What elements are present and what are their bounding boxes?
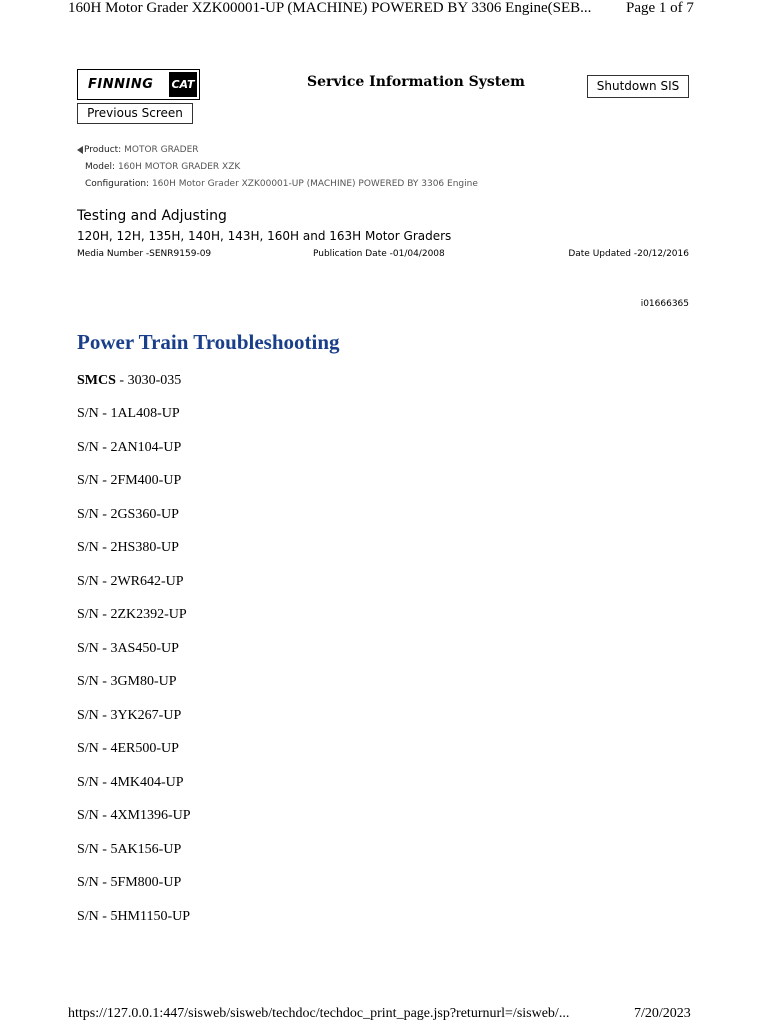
serial-number-item: S/N - 5HM1150-UP <box>77 908 191 924</box>
model-label: Model: <box>85 162 116 172</box>
model-value: 160H MOTOR GRADER XZK <box>117 162 241 172</box>
back-arrow-icon[interactable] <box>77 146 83 154</box>
print-header <box>0 0 768 20</box>
product-value: MOTOR GRADER <box>124 145 199 155</box>
breadcrumb-product[interactable] <box>77 145 199 155</box>
date-updated: Date Updated -20/12/2016 <box>568 249 689 259</box>
media-number: Media Number -SENR9159-09 <box>77 249 212 259</box>
finning-cat-logo <box>77 69 200 100</box>
serial-number-item: S/N - 3GM80-UP <box>77 674 177 689</box>
print-footer-url: https://127.0.0.1:447/sisweb/sisweb/techdoc/techdoc_print_page.jsp?returnurl=/sisweb/... <box>68 1006 570 1021</box>
page-title: Power Train Troubleshooting <box>77 330 340 354</box>
serial-number-list <box>77 406 191 942</box>
print-page-number: Page 1 of 7 <box>626 0 694 16</box>
smcs-line <box>77 373 181 389</box>
smcs-value: - 3030-035 <box>115 373 182 388</box>
serial-number-item: S/N - 5FM800-UP <box>77 875 182 890</box>
serial-number-item: S/N - 2ZK2392-UP <box>77 607 187 622</box>
shutdown-sis-button[interactable]: Shutdown SIS <box>587 75 689 98</box>
logo-finning-text: FINNING <box>88 77 154 92</box>
document-models: 120H, 12H, 135H, 140H, 143H, 160H and 163H Motor Graders <box>77 229 452 243</box>
serial-number-item: S/N - 5AK156-UP <box>77 841 182 857</box>
smcs-label: SMCS <box>77 373 116 388</box>
serial-number-item: S/N - 3YK267-UP <box>77 707 182 723</box>
serial-number-item: S/N - 4XM1396-UP <box>77 808 191 823</box>
print-footer-date: 7/20/2023 <box>634 1006 691 1021</box>
product-label: Product: <box>84 145 122 155</box>
publication-date: Publication Date -01/04/2008 <box>313 249 445 259</box>
serial-number-item: S/N - 1AL408-UP <box>77 406 180 421</box>
serial-number-item: S/N - 4MK404-UP <box>77 774 184 790</box>
serial-number-item: S/N - 2GS360-UP <box>77 506 179 522</box>
serial-number-item: S/N - 2AN104-UP <box>77 439 182 455</box>
serial-number-item: S/N - 3AS450-UP <box>77 640 179 656</box>
configuration-label: Configuration: <box>85 179 150 189</box>
previous-screen-button[interactable]: Previous Screen <box>77 103 193 124</box>
breadcrumb-model <box>85 162 240 172</box>
serial-number-item: S/N - 2HS380-UP <box>77 540 179 555</box>
print-header-title: 160H Motor Grader XZK00001-UP (MACHINE) POWERED BY 3306 Engine(SEB... <box>68 0 592 16</box>
system-title: Service Information System <box>307 74 525 90</box>
document-type: Testing and Adjusting <box>77 208 227 224</box>
serial-number-item: S/N - 2FM400-UP <box>77 473 182 488</box>
serial-number-item: S/N - 4ER500-UP <box>77 741 179 756</box>
serial-number-item: S/N - 2WR642-UP <box>77 573 184 589</box>
logo-cat-badge: CAT <box>169 72 197 97</box>
breadcrumb-configuration <box>85 179 478 189</box>
configuration-value: 160H Motor Grader XZK00001-UP (MACHINE) POWERED BY 3306 Engine <box>151 179 478 189</box>
document-id: i01666365 <box>640 299 689 309</box>
